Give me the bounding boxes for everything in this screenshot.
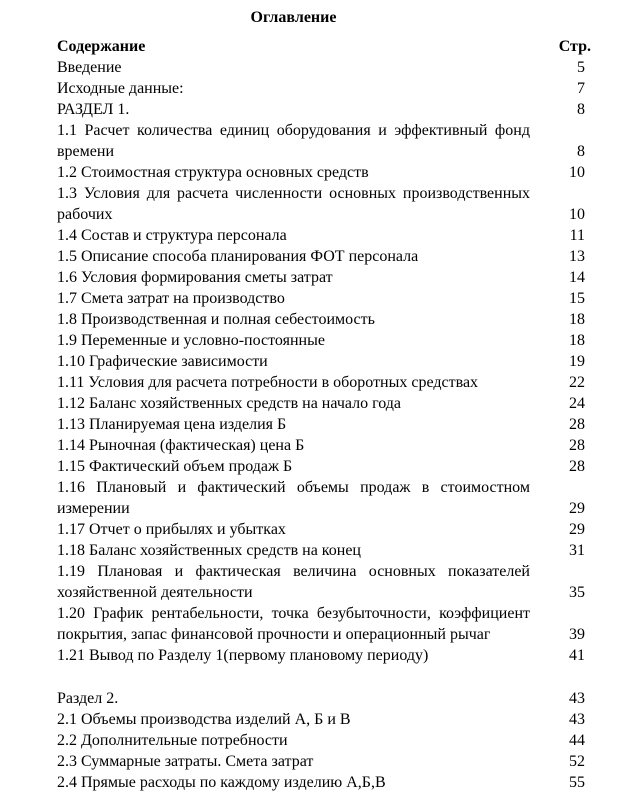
toc-row [57,246,585,267]
toc-entry-text: 1.15 Фактический объем продаж Б [57,458,293,475]
toc-row [57,288,585,309]
page-title: Оглавление [250,9,337,26]
toc-entry-page: 55 [569,774,585,791]
toc-entry-page: 29 [569,521,585,538]
toc-row [57,751,585,772]
toc-entry-page: 11 [569,227,585,244]
toc-row [57,688,585,709]
toc-row [57,603,585,645]
toc-entry-page: 28 [569,416,585,433]
toc-entry-page: 28 [569,437,585,454]
toc-body [57,57,585,793]
toc-entry-page: 5 [577,59,585,76]
toc-entry-text: 1.19 Плановая и фактическая величина основных показателей хозяйственной деятельности [57,563,530,601]
toc-row [57,351,585,372]
toc-row [57,393,585,414]
toc-header-page-label: Стр. [558,38,591,55]
toc-entry-page: 43 [569,711,585,728]
toc-section [57,688,585,793]
toc-row [57,162,585,183]
toc-entry-page: 18 [569,311,585,328]
toc-row [57,519,585,540]
toc-entry-text: 1.17 Отчет о прибылях и убытках [57,521,286,538]
toc-entry-page: 22 [569,374,585,391]
toc-entry-text: 2.4 Прямые расходы по каждому изделию А,Б,В [57,774,386,791]
toc-entry-page: 52 [569,753,585,770]
toc-entry-page: 10 [569,206,585,223]
toc-header [57,36,591,57]
toc-entry-page: 15 [569,290,585,307]
toc-entry-text: 1.5 Описание способа планирования ФОТ персонала [57,248,419,265]
toc-entry-page: 44 [569,732,585,749]
toc-row [57,120,585,162]
toc-entry-page: 43 [569,690,585,707]
toc-row [57,225,585,246]
toc-entry-text: 1.9 Переменные и условно-постоянные [57,332,325,349]
toc-entry-page: 10 [569,164,585,181]
toc-row [57,57,585,78]
toc-row [57,477,585,519]
toc-header-content-label: Содержание [57,38,146,55]
toc-entry-text: 2.3 Суммарные затраты. Смета затрат [57,753,314,770]
toc-entry-text: Раздел 2. [57,690,119,707]
toc-entry-page: 31 [569,542,585,559]
toc-row [57,414,585,435]
toc-entry-text: 1.18 Баланс хозяйственных средств на конец [57,542,361,559]
toc-entry-text: 1.6 Условия формирования сметы затрат [57,269,333,286]
toc-entry-text: 2.2 Дополнительные потребности [57,732,288,749]
toc-entry-page: 8 [577,143,585,160]
toc-row [57,540,585,561]
toc-entry-page: 41 [569,647,585,664]
toc-entry-page: 13 [569,248,585,265]
toc-entry-text: 1.1 Расчет количества единиц оборудования и эффективный фонд времени [57,122,530,160]
toc-row [57,372,585,393]
toc-entry-page: 14 [569,269,585,286]
toc-row [57,456,585,477]
toc-entry-text: 1.4 Состав и структура персонала [57,227,287,244]
toc-entry-page: 18 [569,332,585,349]
toc-entry-text: 1.20 График рентабельности, точка безубыточности, коэффициент покрытия, запас финансовой прочности и операционный рычаг [57,605,530,643]
toc-row [57,561,585,603]
toc-entry-page: 24 [569,395,585,412]
toc-entry-page: 29 [569,500,585,517]
toc-row [57,330,585,351]
toc-entry-page: 35 [569,584,585,601]
toc-entry-text: 1.7 Смета затрат на производство [57,290,285,307]
toc-entry-text: 1.11 Условия для расчета потребности в оборотных средствах [57,374,479,391]
toc-row [57,730,585,751]
toc-row [57,435,585,456]
toc-row [57,772,585,793]
toc-row [57,309,585,330]
toc-entry-text: 1.8 Производственная и полная себестоимость [57,311,375,328]
toc-entry-page: 39 [569,626,585,643]
toc-entry-text: 1.16 Плановый и фактический объемы продаж в стоимостном измерении [57,479,530,517]
toc-row [57,645,585,666]
toc-entry-text: РАЗДЕЛ 1. [57,101,130,118]
toc-entry-page: 8 [577,101,585,118]
toc-entry-text: 1.10 Графические зависимости [57,353,268,370]
toc-row [57,709,585,730]
toc-row [57,78,585,99]
toc-entry-text: Введение [57,59,122,76]
toc-row [57,99,585,120]
toc-entry-text: 1.21 Вывод по Разделу 1(первому плановому периоду) [57,647,429,664]
toc-entry-text: 1.2 Стоимостная структура основных средств [57,164,369,181]
toc-section [57,57,585,666]
toc-entry-text: 1.12 Баланс хозяйственных средств на начало года [57,395,402,412]
toc-row [57,183,585,225]
toc-entry-text: 1.14 Рыночная (фактическая) цена Б [57,437,305,454]
toc-entry-page: 19 [569,353,585,370]
toc-entry-text: Исходные данные: [57,80,184,97]
toc-entry-text: 1.13 Планируемая цена изделия Б [57,416,287,433]
toc-row [57,267,585,288]
toc-entry-page: 7 [577,80,585,97]
toc-entry-text: 1.3 Условия для расчета численности основных производственных рабочих [57,185,530,223]
toc-entry-page: 28 [569,458,585,475]
toc-entry-text: 2.1 Объемы производства изделий А, Б и В [57,711,351,728]
